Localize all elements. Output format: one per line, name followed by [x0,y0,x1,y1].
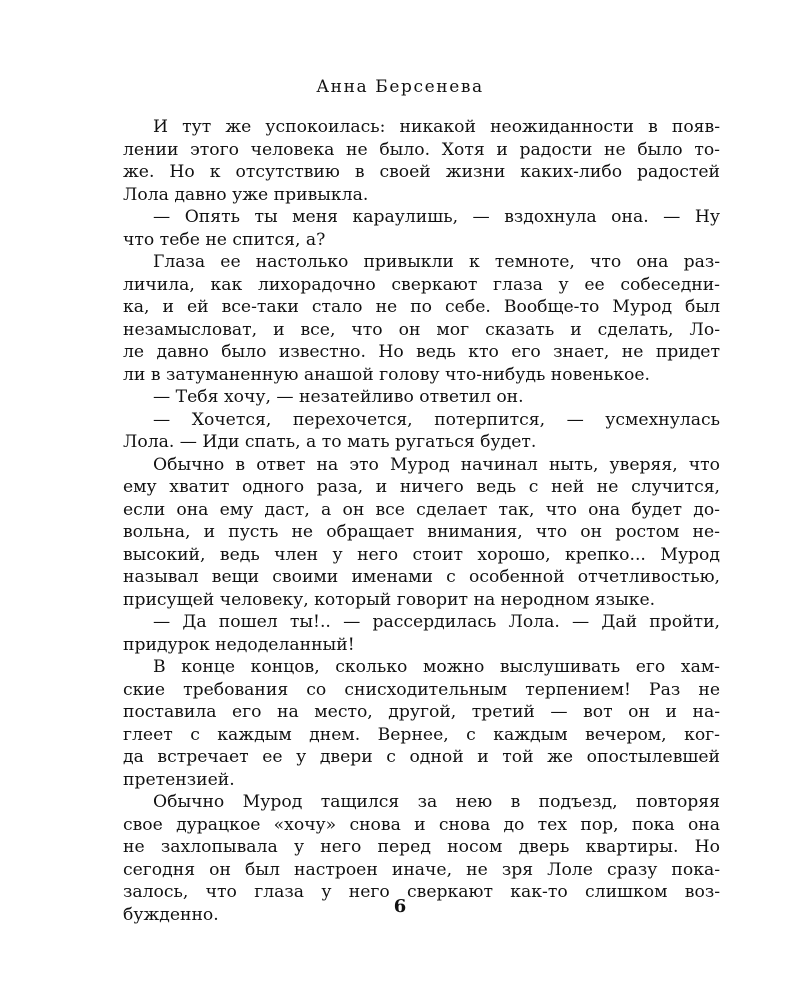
text-line: сегодня он был настроен иначе, не зря Лоле сразу пока- [123,859,720,880]
text-line: личила, как лихорадочно сверкают глаза у ее собеседни- [123,274,720,295]
text-line: И тут же успокоилась: никакой неожиданности в появ- [153,117,720,137]
body-text [123,116,720,926]
text-line: что тебе не спится, а? [123,229,326,250]
text-line: залось, что глаза у него сверкают как-то слишком воз- [123,882,720,902]
text-line: незамысловат, и все, что он мог сказать и сделать, Ло- [123,319,720,340]
running-head: Анна Берсенева [316,77,484,97]
text-line: лении этого человека не было. Хотя и радости не было то- [123,139,720,160]
text-line: присущей человеку, который говорит на неродном языке. [123,589,656,610]
text-line: свое дурацкое «хочу» снова и снова до тех пор, пока она [123,814,720,835]
text-line: ему хватит одного раза, и ничего ведь с ней не случится, [123,477,720,497]
text-line: претензией. [123,769,235,790]
text-line: высокий, ведь член у него стоит хорошо, крепко... Мурод [123,544,720,565]
text-line: — Тебя хочу, — незатейливо ответил он. [153,387,524,407]
text-line: поставила его на место, другой, третий — вот он и на- [123,702,720,722]
text-line: глеет с каждым днем. Вернее, с каждым вечером, ког- [123,724,720,745]
text-line: — Да пошел ты!.. — рассердилась Лола. — Дай пройти, [153,612,720,632]
text-line: Обычно в ответ на это Мурод начинал ныть, уверяя, что [153,454,720,475]
text-line: — Опять ты меня караулишь, — вздохнула она. — Ну [153,207,720,227]
text-line: Лола. — Иди спать, а то мать ругаться будет. [123,432,537,452]
text-line: Лола давно уже привыкла. [123,184,369,205]
text-line: — Хочется, перехочется, потерпится, — усмехнулась [153,409,720,430]
text-line: если она ему даст, а он все сделает так, что она будет до- [123,499,720,520]
text-line: В конце концов, сколько можно выслушивать его хам- [153,657,720,677]
text-line: ли в затуманенную анашой голову что-нибудь новенькое. [123,364,650,385]
text-line: ские требования со снисходительным терпением! Раз не [123,679,720,700]
text-line: ле давно было известно. Но ведь кто его знает, не придет [123,342,720,362]
text-line: да встречает ее у двери с одной и той же опостылевшей [123,747,720,767]
text-line: бужденно. [123,904,219,925]
text-line: называл вещи своими именами с особенной отчетливостью, [123,567,720,587]
page-number: 6 [393,896,407,917]
text-line: Обычно Мурод тащился за нею в подъезд, повторяя [153,792,720,812]
text-line: придурок недоделанный! [123,634,355,655]
text-line: вольна, и пусть не обращает внимания, что он ростом не- [123,522,720,542]
text-line: ка, и ей все-таки стало не по себе. Вообще-то Мурод был [123,297,720,317]
text-line: не захлопывала у него перед носом дверь квартиры. Но [123,837,720,857]
text-line: же. Но к отсутствию в своей жизни каких-либо радостей [123,162,720,182]
text-line: Глаза ее настолько привыкли к темноте, что она раз- [153,252,720,272]
